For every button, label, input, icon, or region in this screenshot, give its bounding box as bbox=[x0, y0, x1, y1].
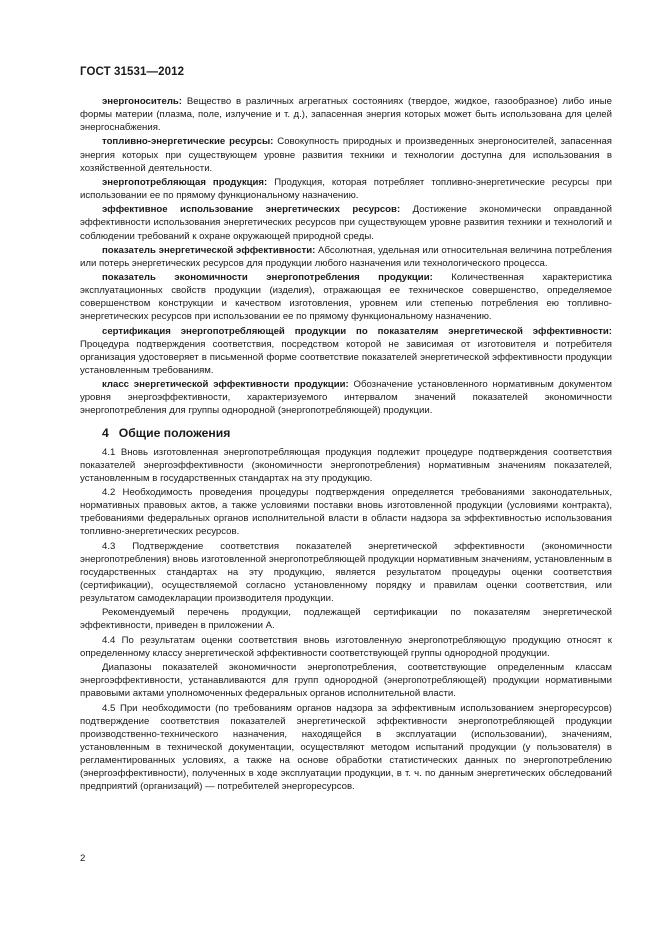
paragraph-recommended-list: Рекомендуемый перечень продукции, подлежащей сертификации по показателям энергетической эффективности, приведен в приложении А. bbox=[80, 607, 612, 632]
definition-efficiency-indicator bbox=[80, 244, 612, 270]
paragraph-4-1: 4.1 Вновь изготовленная энергопотребляющая продукция подлежит процедуре подтверждения соответствия показателей энергоэффективности (экономичности энергопотребления) нормативным значениям показателей, установленным в государственных стандартах на эту продукцию. bbox=[80, 446, 612, 484]
page-number: 2 bbox=[80, 853, 86, 864]
definition-economy-indicator bbox=[80, 271, 612, 323]
definition-term: показатель экономичности энергопотребления продукции: bbox=[102, 272, 433, 284]
definition-energy-consuming-products bbox=[80, 176, 612, 202]
definition-term: показатель энергетической эффективности: bbox=[102, 244, 316, 256]
definition-text: Обозначение установленного нормативным документом уровня энергоэффективности, характеризуемого интервалом значений показателей экономичности энергопотребления для группы однородной (энергопотребляющей) продукции. bbox=[80, 379, 612, 417]
definition-certification bbox=[80, 325, 612, 377]
paragraph-4-5: 4.5 При необходимости (по требованиям органов надзора за эффективным использованием энергоресурсов) подтверждение соответствия показателей энергетической эффективности энергопотребляющей продукции производственно-технического назначения, находящейся в эксплуатации (использовании), значениям, установленным в технической документации, осуществляют методом испытаний продукции (у пользователя) в регламентированных условиях, а также на основе обработки статистических данных по энергопотреблению (энергоэффективности), полученных в ходе эксплуатации продукции, в т. ч. по данным энергетических обследований предприятий (организаций) — потребителей энергоресурсов. bbox=[80, 702, 612, 793]
paragraph-ranges: Диапазоны показателей экономичности энергопотребления, соответствующие определенным классам энергоэффективности, устанавливаются для групп однородной (энергопотребляющей) продукции нормативными правовыми актами уполномоченных федеральных органов исполнительной власти. bbox=[80, 662, 612, 700]
document-header: ГОСТ 31531—2012 bbox=[80, 66, 185, 78]
definition-term: эффективное использование энергетических ресурсов: bbox=[102, 204, 401, 216]
definition-text: Совокупность природных и произведенных энергоносителей, запасенная энергия которых при существующем уровне развития техники и технологии доступна для использования в хозяйственной деятельности. bbox=[80, 136, 612, 174]
definition-term: энергоноситель: bbox=[102, 96, 183, 107]
definition-text: Продукция, которая потребляет топливно-энергетические ресурсы при использовании ее по прямому функциональному назначению. bbox=[80, 176, 612, 202]
definition-term: топливно-энергетические ресурсы: bbox=[102, 136, 274, 148]
definition-energy-carrier bbox=[80, 95, 612, 134]
definition-text: Процедура подтверждения соответствия, посредством которой не зависимая от изготовителя и потребителя организация удостоверяет в письменной форме соответствие показателей энергетической эффективности продукции установленным требованиям. bbox=[80, 338, 612, 376]
definition-term: сертификация энергопотребляющей продукции по показателям энергетической эффективности: bbox=[102, 325, 612, 337]
section-title: Общие положения bbox=[118, 425, 231, 440]
definition-text: Количественная характеристика эксплуатационных свойств продукции (изделия), отражающая ее техническое совершенство, определяемое совершенством конструкции и качеством изготовления, уровнем или степенью потребления ею топливно-энергетических ресурсов при использовании ее по прямому функциональному назначению. bbox=[80, 272, 613, 323]
definition-text: Вещество в различных агрегатных состояниях (твердое, жидкое, газообразное) либо иные формы материи (плазма, поле, излучение и т. д.), запасенная энергия которых может быть использована для целей энергоснабжения. bbox=[80, 96, 612, 134]
definition-fuel-energy-resources bbox=[80, 135, 612, 174]
paragraph-4-3: 4.3 Подтверждение соответствия показателей энергетической эффективности (экономичности энергопотребления) вновь изготовленной энергопотребляющей продукции нормативным значениям, установленным в государственных стандартах на эту продукцию, является результатом процедуры оценки соответствия (сертификации), осуществляемой согласно установленному порядку и правилам оценки соответствия, или результатом самодекларации производителя продукции. bbox=[80, 540, 612, 605]
section-heading bbox=[80, 427, 612, 440]
definition-term: класс энергетической эффективности продукции: bbox=[102, 379, 349, 391]
paragraph-4-2: 4.2 Необходимость проведения процедуры подтверждения определяется требованиями законодательных, нормативных правовых актов, а также условиями поставки вновь изготовленной продукции (условиями контракта), требованиями федеральных органов исполнительной власти в области надзора за эффективностью использования топливно-энергетических ресурсов. bbox=[80, 487, 612, 538]
section-number: 4 bbox=[102, 425, 109, 440]
document-body bbox=[80, 95, 612, 794]
definition-term: энергопотребляющая продукция: bbox=[102, 176, 268, 188]
paragraph-4-4: 4.4 По результатам оценки соответствия вновь изготовленную энергопотребляющую продукцию относят к определенному классу энергетической эффективности соответствующей группы однородной продукции. bbox=[80, 634, 612, 659]
definition-efficient-use bbox=[80, 203, 612, 242]
definition-text: Абсолютная, удельная или относительная величина потребления или потерь энергетических ресурсов для продукции любого назначения или технологического процесса. bbox=[80, 244, 612, 269]
definition-text: Достижение экономически оправданной эффективности использования энергетических ресурсов при существующем уровне развития техники и технологий и соблюдении требований к охране окружающей природной среды. bbox=[80, 204, 612, 242]
definition-efficiency-class bbox=[80, 378, 612, 417]
